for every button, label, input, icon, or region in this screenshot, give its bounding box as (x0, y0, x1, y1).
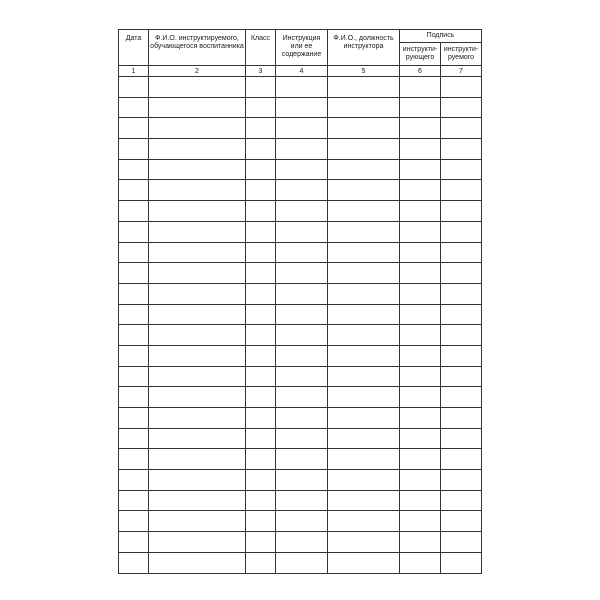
cell-instruction (276, 428, 328, 449)
cell-sig-instructed (441, 77, 482, 98)
cell-sig-instructor (400, 366, 441, 387)
cell-sig-instructed (441, 325, 482, 346)
cell-instruction (276, 387, 328, 408)
cell-instruction (276, 304, 328, 325)
cell-name (149, 221, 246, 242)
cell-name (149, 511, 246, 532)
cell-instruction (276, 242, 328, 263)
cell-instructor (328, 408, 400, 429)
cell-name (149, 366, 246, 387)
cell-sig-instructed (441, 180, 482, 201)
column-number: 6 (400, 66, 441, 77)
cell-sig-instructor (400, 511, 441, 532)
cell-sig-instructor (400, 345, 441, 366)
table-row (119, 325, 482, 346)
table-row (119, 159, 482, 180)
cell-sig-instructor (400, 180, 441, 201)
cell-class (246, 283, 276, 304)
header-name: Ф.И.О. инструктируемого, обучающегося воспитанника (149, 30, 246, 66)
cell-date (119, 490, 149, 511)
table-row (119, 283, 482, 304)
cell-name (149, 180, 246, 201)
cell-instruction (276, 511, 328, 532)
cell-date (119, 97, 149, 118)
cell-sig-instructor (400, 221, 441, 242)
table-row (119, 490, 482, 511)
cell-instructor (328, 387, 400, 408)
cell-class (246, 552, 276, 573)
cell-instructor (328, 97, 400, 118)
table-row (119, 180, 482, 201)
cell-instructor (328, 532, 400, 553)
cell-instruction (276, 366, 328, 387)
cell-sig-instructed (441, 139, 482, 160)
cell-instructor (328, 511, 400, 532)
cell-date (119, 552, 149, 573)
cell-name (149, 77, 246, 98)
cell-sig-instructor (400, 159, 441, 180)
cell-name (149, 325, 246, 346)
cell-date (119, 511, 149, 532)
cell-name (149, 532, 246, 553)
cell-sig-instructor (400, 201, 441, 222)
cell-instructor (328, 159, 400, 180)
cell-instruction (276, 532, 328, 553)
table-row (119, 408, 482, 429)
cell-instructor (328, 139, 400, 160)
cell-class (246, 387, 276, 408)
cell-instruction (276, 552, 328, 573)
cell-name (149, 470, 246, 491)
cell-date (119, 283, 149, 304)
cell-date (119, 201, 149, 222)
cell-name (149, 283, 246, 304)
table-row (119, 511, 482, 532)
table-row (119, 366, 482, 387)
cell-name (149, 449, 246, 470)
cell-instructor (328, 77, 400, 98)
cell-sig-instructed (441, 366, 482, 387)
column-number: 3 (246, 66, 276, 77)
cell-sig-instructor (400, 490, 441, 511)
cell-instruction (276, 159, 328, 180)
cell-date (119, 242, 149, 263)
cell-sig-instructor (400, 139, 441, 160)
cell-sig-instructor (400, 242, 441, 263)
cell-instruction (276, 139, 328, 160)
cell-sig-instructed (441, 387, 482, 408)
cell-instruction (276, 449, 328, 470)
cell-class (246, 221, 276, 242)
cell-instructor (328, 325, 400, 346)
cell-sig-instructed (441, 470, 482, 491)
cell-date (119, 118, 149, 139)
cell-instructor (328, 201, 400, 222)
cell-class (246, 490, 276, 511)
cell-name (149, 552, 246, 573)
cell-name (149, 201, 246, 222)
cell-class (246, 118, 276, 139)
cell-date (119, 345, 149, 366)
cell-date (119, 77, 149, 98)
table-row (119, 449, 482, 470)
cell-class (246, 242, 276, 263)
cell-instructor (328, 304, 400, 325)
cell-sig-instructor (400, 97, 441, 118)
cell-instruction (276, 345, 328, 366)
cell-sig-instructor (400, 532, 441, 553)
cell-instruction (276, 325, 328, 346)
cell-date (119, 263, 149, 284)
cell-class (246, 97, 276, 118)
table-row (119, 201, 482, 222)
cell-instruction (276, 118, 328, 139)
cell-name (149, 304, 246, 325)
cell-sig-instructed (441, 263, 482, 284)
cell-sig-instructor (400, 449, 441, 470)
cell-instructor (328, 449, 400, 470)
table-row (119, 470, 482, 491)
cell-date (119, 139, 149, 160)
header-instructor: Ф.И.О., должность инструктора (328, 30, 400, 66)
cell-class (246, 325, 276, 346)
cell-date (119, 449, 149, 470)
cell-class (246, 366, 276, 387)
cell-name (149, 118, 246, 139)
cell-sig-instructed (441, 283, 482, 304)
cell-instructor (328, 221, 400, 242)
table-row (119, 532, 482, 553)
column-number: 7 (441, 66, 482, 77)
cell-sig-instructed (441, 408, 482, 429)
column-number: 1 (119, 66, 149, 77)
cell-name (149, 139, 246, 160)
cell-instruction (276, 283, 328, 304)
cell-instruction (276, 201, 328, 222)
table-row (119, 139, 482, 160)
cell-class (246, 304, 276, 325)
cell-sig-instructor (400, 470, 441, 491)
cell-date (119, 325, 149, 346)
cell-name (149, 345, 246, 366)
cell-date (119, 304, 149, 325)
table-row (119, 304, 482, 325)
table-row (119, 77, 482, 98)
cell-instructor (328, 490, 400, 511)
cell-sig-instructed (441, 97, 482, 118)
cell-instruction (276, 470, 328, 491)
cell-date (119, 428, 149, 449)
cell-instruction (276, 97, 328, 118)
column-number: 2 (149, 66, 246, 77)
table-row (119, 242, 482, 263)
column-number: 5 (328, 66, 400, 77)
cell-date (119, 159, 149, 180)
cell-instructor (328, 283, 400, 304)
cell-instructor (328, 242, 400, 263)
cell-instructor (328, 180, 400, 201)
cell-instruction (276, 221, 328, 242)
cell-sig-instructor (400, 283, 441, 304)
cell-instructor (328, 428, 400, 449)
cell-class (246, 139, 276, 160)
table-row (119, 97, 482, 118)
cell-class (246, 201, 276, 222)
cell-instructor (328, 263, 400, 284)
cell-date (119, 532, 149, 553)
header-sig-instructor: инструкти-рующего (400, 43, 441, 66)
header-date: Дата (119, 30, 149, 66)
cell-class (246, 77, 276, 98)
header-instruction: Инструкция или ее содержание (276, 30, 328, 66)
cell-date (119, 221, 149, 242)
cell-class (246, 428, 276, 449)
cell-name (149, 97, 246, 118)
cell-instruction (276, 77, 328, 98)
cell-sig-instructor (400, 118, 441, 139)
instruction-journal-table (118, 29, 482, 574)
cell-class (246, 408, 276, 429)
cell-sig-instructor (400, 408, 441, 429)
cell-sig-instructed (441, 532, 482, 553)
cell-class (246, 180, 276, 201)
cell-class (246, 159, 276, 180)
cell-name (149, 159, 246, 180)
cell-name (149, 428, 246, 449)
cell-date (119, 366, 149, 387)
column-number: 4 (276, 66, 328, 77)
cell-sig-instructor (400, 387, 441, 408)
cell-instruction (276, 180, 328, 201)
cell-name (149, 242, 246, 263)
table-row (119, 118, 482, 139)
cell-date (119, 408, 149, 429)
cell-sig-instructor (400, 325, 441, 346)
cell-sig-instructor (400, 552, 441, 573)
cell-sig-instructed (441, 345, 482, 366)
table-row (119, 428, 482, 449)
header-signature: Подпись (400, 30, 482, 43)
table-row (119, 552, 482, 573)
cell-class (246, 511, 276, 532)
cell-sig-instructed (441, 221, 482, 242)
cell-sig-instructed (441, 304, 482, 325)
cell-class (246, 263, 276, 284)
cell-date (119, 180, 149, 201)
journal-body (119, 77, 482, 574)
cell-instructor (328, 345, 400, 366)
column-number-row (119, 66, 482, 77)
cell-date (119, 470, 149, 491)
header-sig-instructed: инструкти-руемого (441, 43, 482, 66)
cell-sig-instructor (400, 428, 441, 449)
cell-sig-instructed (441, 428, 482, 449)
header-class: Класс (246, 30, 276, 66)
cell-sig-instructed (441, 552, 482, 573)
cell-sig-instructor (400, 263, 441, 284)
cell-sig-instructed (441, 511, 482, 532)
table-row (119, 387, 482, 408)
cell-sig-instructed (441, 490, 482, 511)
cell-instruction (276, 263, 328, 284)
cell-instructor (328, 470, 400, 491)
cell-class (246, 532, 276, 553)
cell-name (149, 408, 246, 429)
cell-instruction (276, 408, 328, 429)
cell-sig-instructor (400, 304, 441, 325)
table-row (119, 221, 482, 242)
table-row (119, 263, 482, 284)
cell-instructor (328, 118, 400, 139)
cell-name (149, 263, 246, 284)
cell-instruction (276, 490, 328, 511)
cell-name (149, 387, 246, 408)
cell-sig-instructed (441, 449, 482, 470)
cell-sig-instructed (441, 242, 482, 263)
cell-class (246, 470, 276, 491)
cell-sig-instructor (400, 77, 441, 98)
cell-class (246, 449, 276, 470)
cell-instructor (328, 552, 400, 573)
cell-sig-instructed (441, 159, 482, 180)
cell-name (149, 490, 246, 511)
cell-class (246, 345, 276, 366)
table-row (119, 345, 482, 366)
cell-sig-instructed (441, 201, 482, 222)
cell-instructor (328, 366, 400, 387)
cell-date (119, 387, 149, 408)
cell-sig-instructed (441, 118, 482, 139)
